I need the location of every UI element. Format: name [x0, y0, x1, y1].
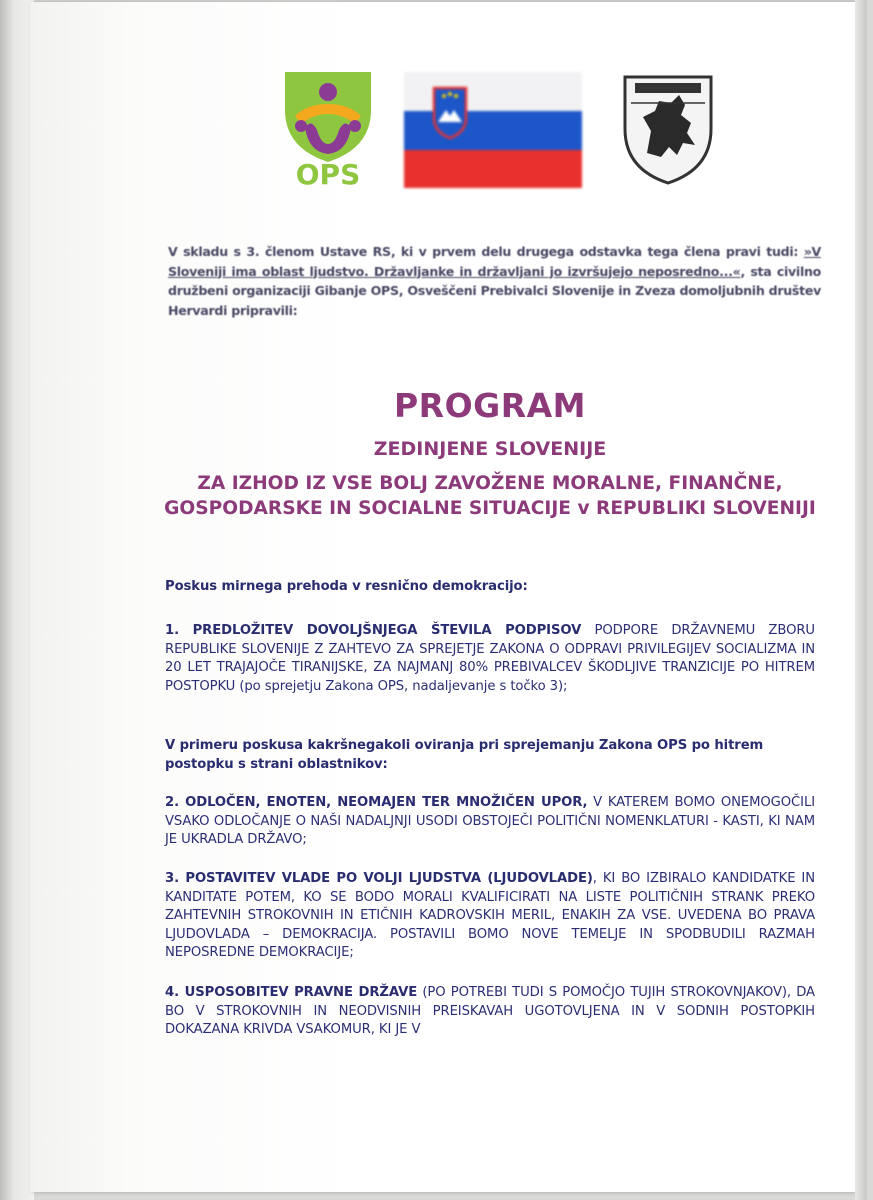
program-item-2: [165, 794, 815, 850]
hervardi-crest-icon: [621, 73, 715, 187]
program-item-1: [165, 622, 815, 696]
page-right-edge: [855, 0, 867, 1200]
intro-part1: V skladu s 3. členom Ustave RS, ki v prvem delu drugega odstavka tega člena pravi tudi:: [168, 244, 804, 259]
scan-left-edge: [0, 0, 34, 1200]
ops-logo-icon: [283, 70, 373, 188]
item-1-heading: 1. PREDLOŽITEV DOVOLJŠNJEGA ŠTEVILA PODPISOV: [165, 623, 582, 638]
intro-paragraph: [168, 242, 821, 320]
constitution-quote: »V Sloveniji ima oblast ljudstvo. Državljanke in državljani jo izvršujejo neposredno...«: [168, 244, 821, 279]
item-3-text: , KI BO IZBIRALO KANDIDATKE IN KANDITATE POTEM, KO SE BODO MORALI KVALIFICIRATI NA LISTE POLITIČNIH STRANK PREKO ZAHTEVNIH STROKOVNIH IN ETIČNIH KADROVSKIH MERIL, ENAKIH ZA VSE. UVEDENA BO PRAVA LJUDOVLADA – DEMOKRACIJA. POSTAVILI BOMO NOVE TEMELJE IN SPODBUDILI RAZMAH NEPOSREDNE DEMOKRACIJE;: [165, 871, 815, 961]
program-item-4: [165, 984, 815, 1040]
slovenia-flag-icon: [404, 72, 582, 188]
item-1-text: PODPORE DRŽAVNEMU ZBORU REPUBLIKE SLOVENIJE Z ZAHTEVO ZA SPREJETJE ZAKONA O ODPRAVI PRIVILEGIJEV SOCIALIZMA IN 20 LET TRAJAJOČE TIRANIJSKE, ZA NAJMANJ 80% PREBIVALCEV ŠKODLJIVE TRANZICIJE PO HITREM POSTOPKU (po sprejetju Zakona OPS, nadaljevanje s točko 3);: [165, 623, 815, 694]
program-title: PROGRAM: [393, 386, 587, 425]
ops-logo-text: OPS: [295, 158, 361, 188]
program-description: ZA IZHOD IZ VSE BOLJ ZAVOŽENE MORALNE, FINANČNE, GOSPODARSKE IN SOCIALNE SITUACIJE v REPUBLIKI SLOVENIJI: [164, 473, 816, 519]
program-subtitle: ZEDINJENE SLOVENIJE: [373, 438, 607, 460]
item-3-heading: 3. POSTAVITEV VLADE PO VOLJI LJUDSTVA (LJUDOVLADE): [165, 871, 593, 886]
intro-part2: , sta civilno družbeni organizaciji Gibanje OPS, Osveščeni Prebivalci Slovenije in Zveza domoljubnih društev Hervardi pripravili:: [168, 263, 821, 318]
condition-paragraph: V primeru poskusa kakršnegakoli oviranja pri sprejemanju Zakona OPS po hitrem postopku s strani oblastnikov:: [165, 738, 764, 772]
lead-line: Poskus mirnega prehoda v resnično demokracijo:: [165, 579, 528, 594]
item-2-text: V KATEREM BOMO ONEMOGOČILI VSAKO ODLOČANJE O NAŠI NADALJNJI USODI OBSTOJEČI POLITIČNI NOMENKLATURI - KASTI, KI NAM JE UKRADLA DRŽAVO;: [165, 795, 815, 848]
item-4-heading: 4. USPOSOBITEV PRAVNE DRŽAVE: [165, 985, 418, 1000]
item-2-heading: 2. ODLOČEN, ENOTEN, NEOMAJEN TER MNOŽIČEN UPOR,: [165, 795, 588, 810]
item-4-text: (PO POTREBI TUDI S POMOČJO TUJIH STROKOVNJAKOV), DA BO V STROKOVNIH IN NEODVISNIH PREISKAVAH UGOTOVLJENA IN V SODNIH POSTOPKIH DOKAZANA KRIVDA VSAKOMUR, KI JE V: [165, 985, 815, 1038]
program-item-3: [165, 870, 815, 963]
